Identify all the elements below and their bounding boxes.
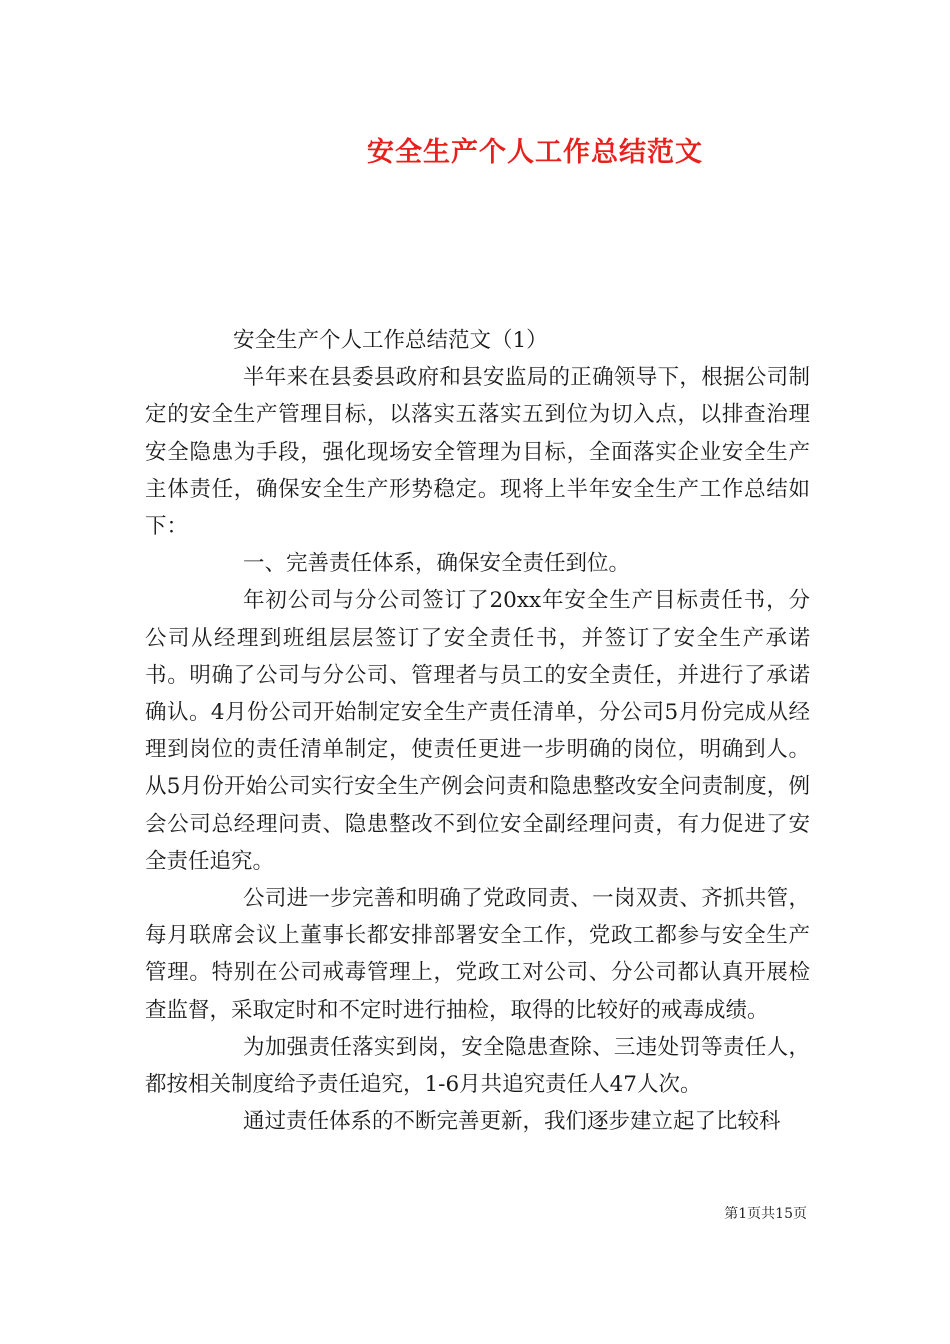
- paragraph: 年初公司与分公司签订了20xx年安全生产目标责任书，分公司从经理到班组层层签订了安全责任书，并签订了安全生产承诺书。明确了公司与分公司、管理者与员工的安全责任，并进行了承诺确认。4月份公司开始制定安全生产责任清单，分公司5月份完成从经理到岗位的责任清单制定，使责任更进一步明确的岗位，明确到人。从5月份开始公司实行安全生产例会问责和隐患整改安全问责制度，例会公司总经理问责、隐患整改不到位安全副经理问责，有力促进了安全责任追究。: [145, 588, 810, 874]
- section-subtitle: 安全生产个人工作总结范文（1）: [233, 328, 548, 353]
- page-number: 第1页共15页: [724, 1206, 807, 1222]
- paragraph: 公司进一步完善和明确了党政同责、一岗双责、齐抓共管，每月联席会议上董事长都安排部署安全工作，党政工都参与安全生产管理。特别在公司戒毒管理上，党政工对公司、分公司都认真开展检查监督，采取定时和不定时进行抽检，取得的比较好的戒毒成绩。: [145, 886, 810, 1023]
- document-title: 安全生产个人工作总结范文: [367, 137, 703, 168]
- paragraph: 为加强责任落实到岗，安全隐患查除、三违处罚等责任人，都按相关制度给予责任追究，1-6月共追究责任人47人次。: [145, 1034, 810, 1098]
- document-body: [145, 322, 810, 1140]
- paragraph: 半年来在县委县政府和县安监局的正确领导下，根据公司制定的安全生产管理目标，以落实五落实五到位为切入点，以排查治理安全隐患为手段，强化现场安全管理为目标，全面落实企业安全生产主体责任，确保安全生产形势稳定。现将上半年安全生产工作总结如下：: [145, 365, 810, 540]
- section-heading: 一、完善责任体系，确保安全责任到位。: [243, 551, 631, 577]
- paragraph: 通过责任体系的不断完善更新，我们逐步建立起了比较科: [243, 1109, 781, 1135]
